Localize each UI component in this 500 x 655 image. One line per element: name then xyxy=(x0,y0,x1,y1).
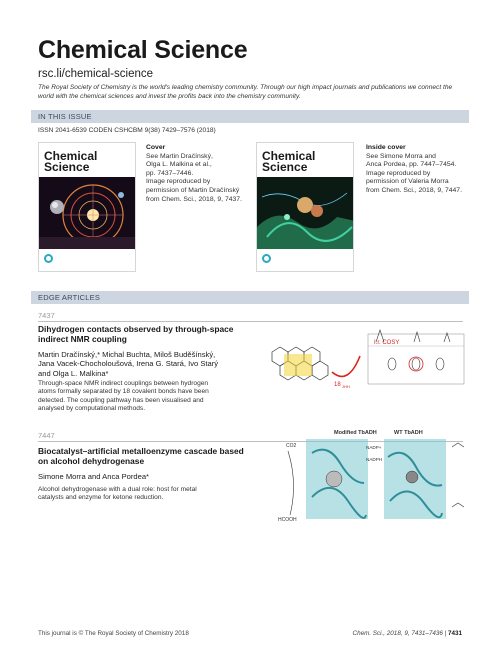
modified-tbadh-label: Modified TbADH xyxy=(334,430,377,436)
cover-artwork xyxy=(39,177,136,249)
edge-articles-heading: EDGE ARTICLES xyxy=(38,293,101,302)
in-this-issue-heading: IN THIS ISSUE xyxy=(38,112,92,121)
wt-tbadh-label: WT TbADH xyxy=(394,430,423,436)
article-abstract: Through-space NMR indirect couplings between hydrogen atoms formally separated by 18 covalent bonds have been detected. The coupling pathway has been visualised and analysed by computational methods. xyxy=(38,380,209,413)
article-divider xyxy=(38,321,463,322)
cover-journal-title: Chemical Science xyxy=(44,149,98,174)
inside-cover-journal-title: Chemical Science xyxy=(262,149,316,174)
rsc-logo-icon xyxy=(44,254,53,263)
article-page-number: 7437 xyxy=(38,311,55,320)
article-title[interactable]: Biocatalyst–artificial metalloenzyme cascade based on alcohol dehydrogenase xyxy=(38,446,244,466)
nadph-label: NADPH xyxy=(366,457,383,462)
inside-cover-artwork xyxy=(257,177,354,249)
page-title: Chemical Science xyxy=(38,36,248,64)
in-this-issue-bar xyxy=(31,110,469,123)
coupling-value: 18 xyxy=(334,382,341,388)
rsc-logo-icon xyxy=(262,254,271,263)
edge-articles-bar xyxy=(31,291,469,304)
co2-label: CO2 xyxy=(286,443,297,449)
article-page-number: 7447 xyxy=(38,431,55,440)
journal-url[interactable]: rsc.li/chemical-science xyxy=(38,68,154,80)
article-title[interactable]: Dihydrogen contacts observed by through-space indirect NMR coupling xyxy=(38,324,234,344)
article-authors: Simone Morra and Anca Pordea* xyxy=(38,472,150,481)
cosy-label: I.r. COSY xyxy=(374,340,400,346)
article-abstract: Alcohol dehydrogenase with a dual role: host for metal catalysts and enzyme for ketone reduction. xyxy=(38,486,197,502)
footer-copyright: This journal is © The Royal Society of Chemistry 2018 xyxy=(38,630,189,637)
issn-line: ISSN 2041-6539 CODEN CSHCBM 9(38) 7429–7576 (2018) xyxy=(38,127,216,134)
article-authors: Martin Dračínský,* Michal Buchta, Miloš Buděšínský, Jana Vacek-Chocholoušová, Irena G. Stará, Ivo Starý and Olga L. Malkina* xyxy=(38,350,219,378)
footer-citation: Chem. Sci., 2018, 9, 7431–7436 | 7431 xyxy=(352,630,462,637)
nmr-graphical-abstract xyxy=(264,328,470,392)
inside-cover-caption: Inside cover See Simone Morra and Anca Pordea, pp. 7447–7454. Image reproduced by permission of Valeria Morra from Chem. Sci., 2018, 9, 7447. xyxy=(366,144,462,194)
inside-cover-image[interactable] xyxy=(256,142,354,272)
cover-caption: Cover See Martin Dračínský, Olga L. Malkina et al., pp. 7437–7446. Image reproduced by permission of Martin Dračínský from Chem. Sci., 2018, 9, 7437. xyxy=(146,144,242,203)
hcooh-label: HCOOH xyxy=(278,517,297,523)
enzyme-graphical-abstract xyxy=(276,427,470,527)
nadp-label: NADP+ xyxy=(366,445,382,450)
tagline: The Royal Society of Chemistry is the world's leading chemistry community. Through our high impact journals and publications we connect the world with the chemical sciences and invest the profits back into the chemistry community. xyxy=(38,84,453,100)
coupling-subscript: JHH xyxy=(342,384,350,389)
cover-image[interactable] xyxy=(38,142,136,272)
